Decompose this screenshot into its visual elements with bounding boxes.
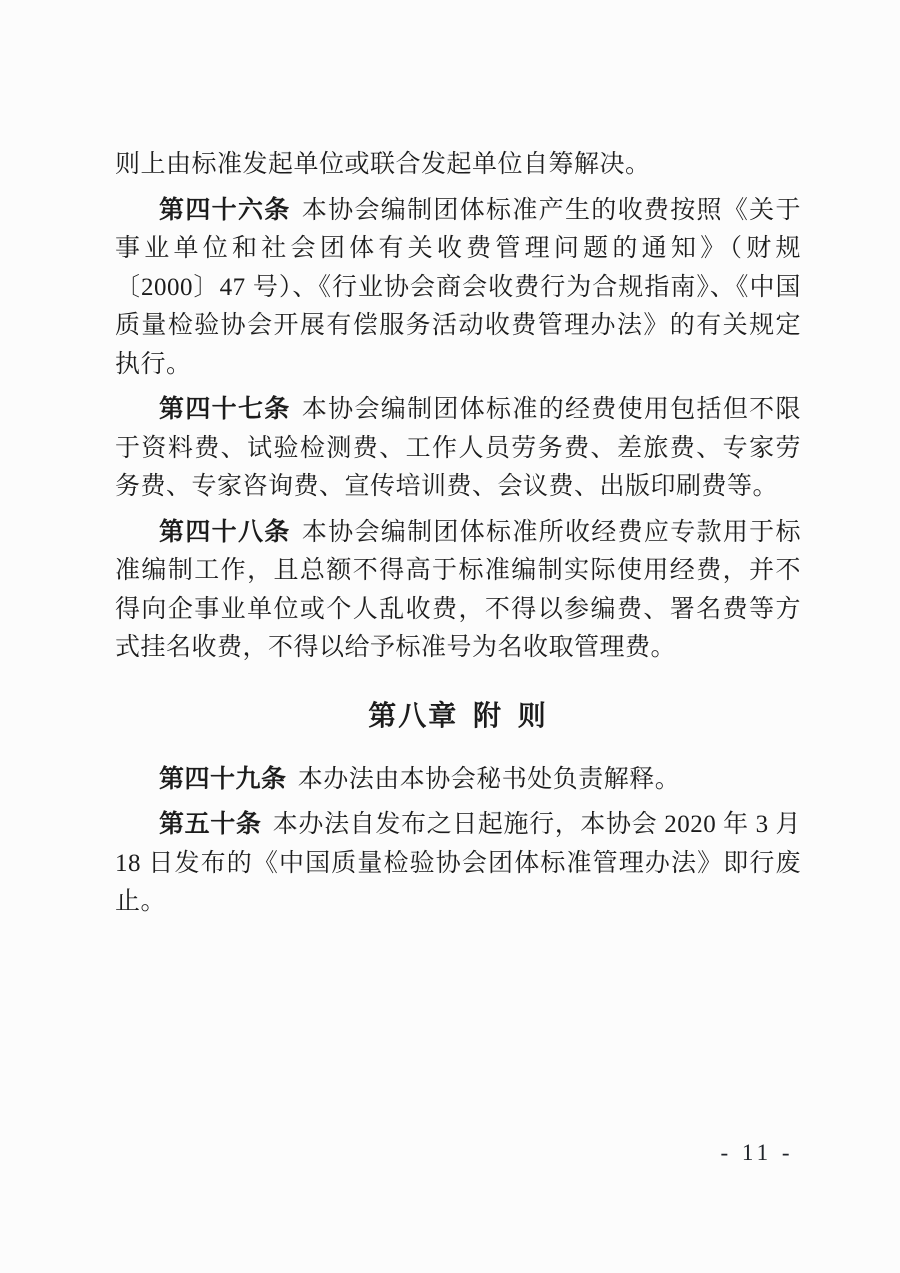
article-paragraph — [115, 192, 801, 385]
article-text: 本办法由本协会秘书处负责解释。 — [297, 765, 681, 793]
page-number: - 11 - — [720, 1140, 794, 1165]
article-label: 第四十七条 — [159, 396, 291, 423]
article-label: 第四十六条 — [159, 196, 291, 224]
article-label: 第四十八条 — [159, 518, 291, 546]
article-label: 第四十九条 — [159, 765, 287, 793]
article-paragraph — [115, 761, 801, 800]
continuation-paragraph — [115, 146, 801, 185]
article-text: 则上由标准发起单位或联合发起单位自筹解决。 — [115, 151, 651, 178]
article-text: 本办法自发布之日起施行，本协会 2020 年 3 月 18 日发布的《中国质量检验协会团体标准管理办法》即行废止。 — [115, 811, 801, 915]
article-paragraph — [115, 391, 801, 507]
article-text: 本协会编制团体标准所收经费应专款用于标准编制工作，且总额不得高于标准编制实际使用经费，并不得向企事业单位或个人乱收费，不得以参编费、署名费等方式挂名收费，不得以给予标准号为名收取管理费。 — [115, 518, 801, 661]
chapter-heading: 第八章 附 则 — [368, 699, 548, 731]
article-paragraph — [115, 514, 801, 668]
article-paragraph — [115, 806, 801, 922]
article-text: 本协会编制团体标准产生的收费按照《关于事业单位和社会团体有关收费管理问题的通知》（财规〔2000〕47 号）、《行业协会商会收费行为合规指南》、《中国质量检验协会开展有偿服务活动收费管理办法》的有关规定执行。 — [115, 196, 801, 378]
article-label: 第五十条 — [159, 811, 262, 838]
document-content — [115, 146, 801, 922]
article-text: 本协会编制团体标准的经费使用包括但不限于资料费、试验检测费、工作人员劳务费、差旅费、专家劳务费、专家咨询费、宣传培训费、会议费、出版印刷费等。 — [115, 396, 801, 500]
